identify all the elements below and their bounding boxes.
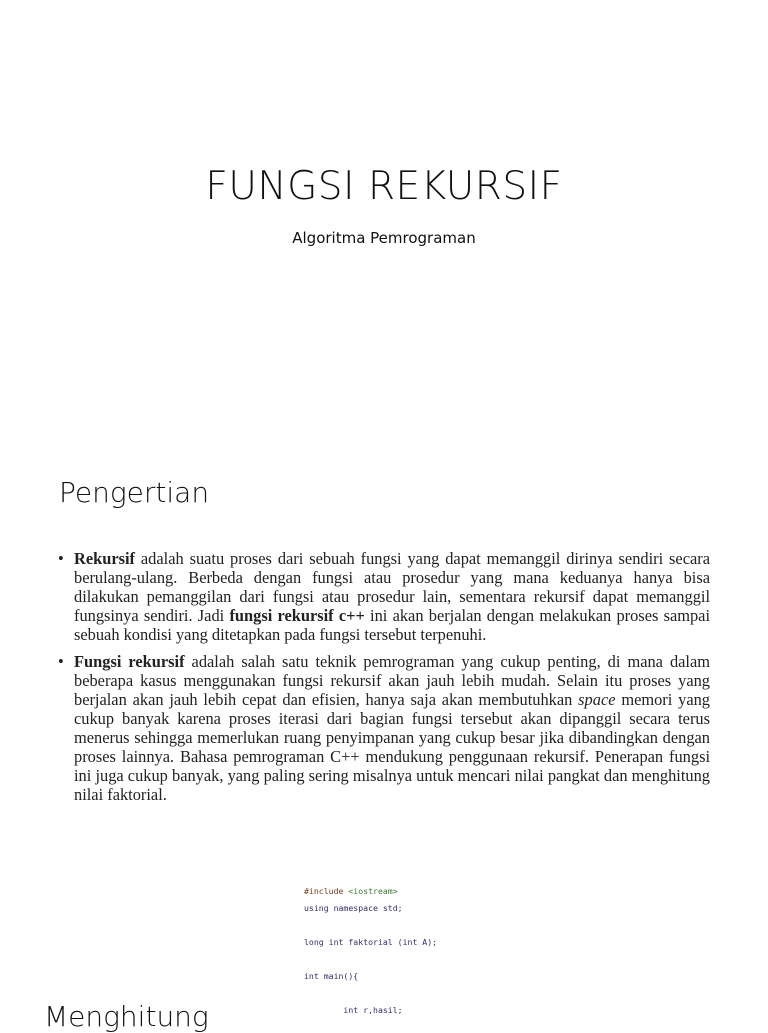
bullet-term: Fungsi rekursif <box>74 652 185 671</box>
bullet-dot-icon: • <box>58 652 64 671</box>
definition-bullet-list <box>58 549 710 812</box>
bullet-term: Rekursif <box>74 549 136 568</box>
code-blank-line <box>304 920 437 937</box>
code-line: int main(){ <box>304 971 359 981</box>
next-slide-heading: Menghitung <box>44 1000 209 1033</box>
slide-subtitle: Algoritma Pemrograman <box>292 229 476 247</box>
bullet-text: adalah salah satu teknik pemrograman yang cukup penting, di mana dalam beberapa kasus menggunakan fungsi rekursif akan jauh lebih mudah. Selain itu proses yang berjalan akan jauh lebih cepat dan efisien, hanya saja akan membutuhkan <box>74 652 710 709</box>
bullet-fungsi-rekursif <box>58 652 710 804</box>
code-line: long int faktorial (int A); <box>304 937 438 947</box>
definition-heading: Pengertian <box>59 476 210 509</box>
title-slide <box>0 0 768 460</box>
code-preprocessor: #include <box>304 886 344 896</box>
bullet-text: ini akan berjalan dengan melakukan proses sampai sebuah kondisi yang ditetapkan pada fungsi tersebut terpenuhi. <box>74 606 710 644</box>
code-line: using namespace std; <box>304 903 403 913</box>
bullet-rekursif <box>58 549 710 644</box>
code-snippet <box>304 886 437 1022</box>
definition-slide <box>0 460 768 860</box>
bullet-bold-phrase: fungsi rekursif c++ <box>229 606 365 625</box>
bullet-italic-word: space <box>578 690 616 709</box>
bullet-text: memori yang cukup banyak karena proses iterasi dari bagian fungsi tersebut akan dipanggil secara terus menerus sehingga memerlukan ruang penyimpanan yang cukup besar jika dibandingkan dengan proses lainnya. Bahasa pemrograman C++ mendukung penggunaan rekursif. Penerapan fungsi ini juga cukup banyak, yang paling sering misalnya untuk mencari nilai pangkat dan menghitung nilai faktorial. <box>74 690 710 804</box>
bullet-dot-icon: • <box>58 549 64 568</box>
bullet-text: adalah suatu proses dari sebuah fungsi yang dapat memanggil dirinya sendiri secara berulang-ulang. Berbeda dengan fungsi atau prosedur yang mana keduanya hanya bisa dilakukan pemanggilan dari fungsi atau prosedur lain, sementara rekursif dapat memanggil fungsinya sendiri. Jadi <box>74 549 710 625</box>
code-blank-line <box>304 988 437 1005</box>
code-line: int r,hasil; <box>304 1005 403 1015</box>
code-blank-line <box>304 954 437 971</box>
slide-title: FUNGSI REKURSIF <box>205 164 563 209</box>
code-line-include <box>304 886 437 903</box>
code-header: <iostream> <box>348 886 398 896</box>
